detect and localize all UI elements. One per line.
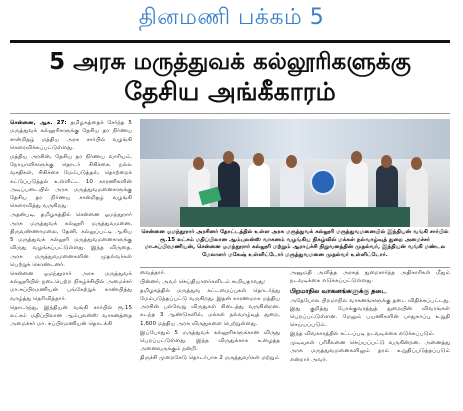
photo-table	[180, 207, 410, 227]
headline-divider	[10, 113, 450, 114]
article-column-right	[290, 269, 450, 411]
photo-caption: சென்னை ஓமந்தூரார் அரசினர் தோட்டத்தில் உள்ள அரசு மருத்துவக் கல்லூரி மருத்துவமனையில் இந்தியன் வங்கி சார்பில் ரூ.15 லட்சம் மதிப்பிலான ஆம்புலன்ஸ் வாகனம் வழங்கிய நிகழ்வில் மக்கள் நல்வாழ்வுத் துறை அமைச்சர் மா.சுப்பிரமணியன், சென்னை ஓமந்தூரார் கல்லூரி மற்றும் ஆராய்ச்சி நிறுவனத்தின் முதல்வர், இந்தியன் வங்கி மண்டல மேலாளர் மகேஷ் உள்ளிட்டோர் மருத்துவமனை முதல்வர் உள்ளிட்டோர்.	[141, 229, 449, 258]
dateline: சென்னை, ஆக. 27:	[10, 120, 67, 126]
article-column-left	[10, 119, 132, 411]
section-subhead: பிறமாநில வாகனங்களுக்கு தடை	[290, 286, 387, 295]
article-paragraph: சென்னை ஓமந்தூரார் அரசு மருத்துவக் கல்லூரியில் நடைபெற்ற நிகழ்ச்சியில் அமைச்சர் மா.சுப்பிரமணியன் பங்கேற்றுக் காண்பித்து வாழ்த்து தெரிவித்தார்.	[10, 270, 132, 302]
article-paragraph: அதன்படி, தமிழகத்தில் சென்னை ஓமந்தூரார் அரசு மருத்துவக் கல்லூரி மருத்துவமனை, திருவண்ணாமலை, தேனி, கல்லுப்பட்டி ஆகிய 5 மருத்துவக் கல்லூரி மருத்துவமனைகளுக்கு விருது வழங்கப்பட்டுள்ளது. இந்த விருதை, அரசு மருத்துவமனைகளின் முதல்வர்கள் பெற்றுக் கொண்டனர்.	[10, 212, 132, 269]
article-paragraph: முடிவுகள் பரிசீலனை செய்யப்பட்டு வருகின்றன. அனைத்து அரசு மருத்துவமனைகளிலும் தரம் உறுதிப்படுத்தப்படும் என்றார் அவர்.	[290, 340, 450, 363]
photo-person-head	[381, 155, 392, 168]
page-title: தினமணி பக்கம் 5	[138, 5, 325, 30]
article-paragraph: இப்போதும் 5 மருத்துவக் கல்லூரிகளுக்கான விருது பெறப்பட்டுள்ளது. இந்த விருதுக்காக உழைத்த அனைவருக்கும் நன்றி.	[140, 329, 280, 353]
masthead	[0, 0, 463, 38]
news-photo	[140, 119, 450, 227]
headline-line-1: 5 அரசு மருத்துவக் கல்லூரிகளுக்கு	[49, 49, 411, 75]
article-paragraph: தொடர்ந்து, இந்தியன் வங்கி சார்பில் ரூ.15 லட்சம் மதிப்பிலான ஆம்புலன்ஸ் வாகனத்தை அமைச்சர் மா. சுப்பிரமணியன் தொடக்கி	[10, 304, 132, 328]
photo-person-head	[253, 153, 264, 166]
photo-person-head	[411, 157, 422, 170]
article-paragraph: தமிழகத்தில் மருத்துவ கட்டமைப்புகள் தொடர்ந்து மேம்படுத்தப்பட்டு வருகிறது. இதன் காரணமாக மத்திய அரசின் பல்வேறு விருதுகள் கிடைத்து வருகின்றன. கடந்த 3 ஆண்டுகளில், மக்கள் நல்வாழ்வுத் துறை, 1,600 மத்திய அரசு விருதுகளை பெற்றுள்ளது.	[140, 287, 280, 327]
photo-person-head	[223, 151, 234, 164]
newspaper-page	[10, 40, 450, 408]
article-paragraph: அதேபோல பிறமாநில வாகனங்களுக்கு தடை விதிக்கப்பட்டது. இது குறித்து போக்குவரத்துத் துறையின் விவரங்கள் பெறப்பட்டுள்ளன. மேலும் பயணிகளின் பாதுகாப்பு உறுதி செய்யப்படும்.	[290, 297, 450, 329]
article-paragraph	[10, 119, 132, 152]
article-paragraph: மத்திய அரசின், தேசிய தர நிர்ணய வாரியம், நோயாளிகளுக்கு தொடர் சிகிச்சை, நல்ல வசதிகள், சிகிச்சை மேம்படுத்தல், தொற்றைக் கட்டுப்படுத்தல் உள்ளிட்ட 10 காரணிகளின் அடிப்படையில் அரசு மருத்துவமனைகளுக்கு தேசிய தர நிர்ணய சான்றிதழ் வழங்கி கௌரவித்து வருகிறது.	[10, 153, 132, 210]
photo-person-head	[351, 151, 362, 164]
photo-person-head	[286, 155, 297, 168]
photo-person-head	[193, 157, 204, 170]
bank-logo-sign	[310, 169, 336, 195]
article-paragraph: பின்னர், அவர் செய்தியாளர்களிடம் கூறியதாவது:	[140, 278, 266, 285]
article-paragraph: திருச்சி முறைகேடு தொடர்பாக 2 மருத்துவர்கள் மற்றும்	[140, 354, 280, 361]
headline	[10, 47, 450, 107]
photo-backdrop	[140, 119, 450, 159]
headline-line-2: தேசிய அங்கீகாரம்	[124, 77, 336, 106]
article-column-middle	[140, 269, 280, 411]
article-paragraph: இந்த விவகாரத்தில் சட்டப்படி நடவடிக்கை எடுக்கப்படும்.	[290, 331, 435, 338]
caption-divider	[140, 267, 450, 268]
article-paragraph: அனுமதி அளித்த அரசுத் துறைசார்ந்த அதிகாரிகள் மீதும் நடவடிக்கை எடுக்கப்பட்டுள்ளது.	[290, 270, 450, 285]
article-paragraph: வைத்தார்.	[140, 270, 166, 276]
paragraph-text: தமிழகத்தைச் சேர்ந்த 5 மருத்துவக் கல்லூரிகளுக்கு தேசிய தர நிர்ணய சான்றிதழ் மத்திய அரசு சார்பில் வழங்கி கௌரவிக்கப்பட்டுள்ளது.	[10, 120, 132, 151]
